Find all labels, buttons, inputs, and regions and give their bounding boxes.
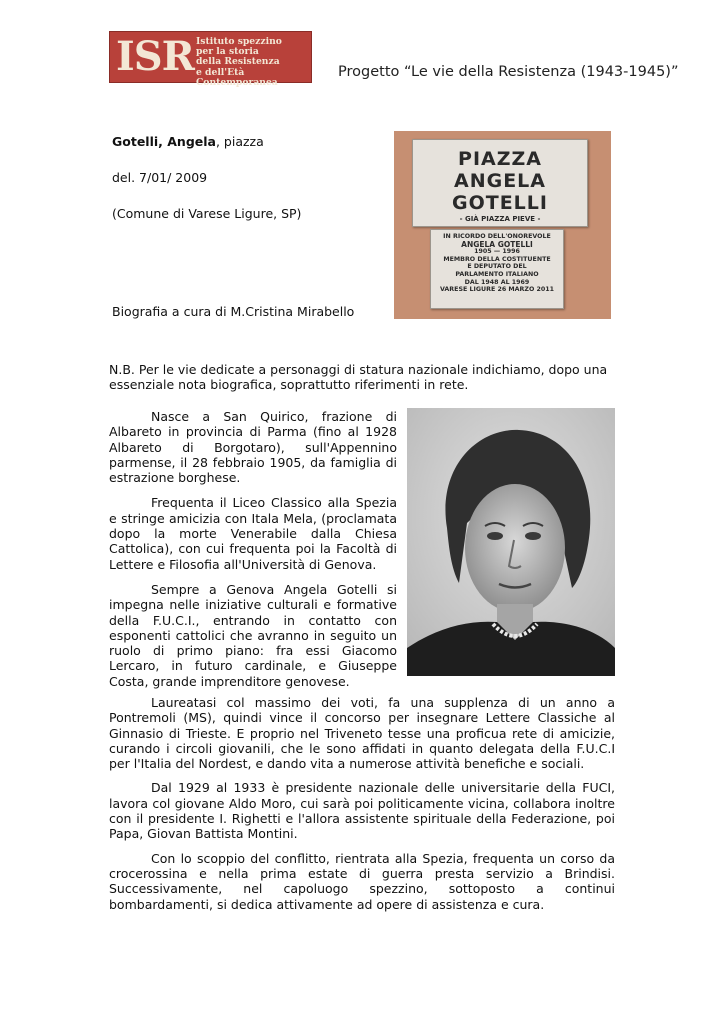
- portrait-photo: [407, 408, 615, 676]
- isr-logo: [109, 31, 312, 88]
- note-paragraph: N.B. Per le vie dedicate a personaggi di statura nazionale indichiamo, dopo una essenziale nota biografica, soprattutto riferimenti in rete.: [109, 362, 608, 393]
- plaque-line: MEMBRO DELLA COSTITUENTE: [443, 255, 551, 263]
- plaque-line: ANGELA GOTELLI: [461, 239, 533, 249]
- logo-line: Istituto spezzino: [196, 36, 282, 47]
- sign-line: PIAZZA: [458, 148, 542, 170]
- sign-line: ANGELA: [454, 170, 546, 192]
- logo-line: e dell'Età Contemporanea: [196, 66, 278, 88]
- plaque-line: IN RICORDO DELL'ONOREVOLE: [443, 233, 551, 240]
- logo-line: della Resistenza: [196, 56, 280, 68]
- project-title: Progetto “Le vie della Resistenza (1943-1945)”: [338, 64, 679, 80]
- plaque-line: 1905 — 1996: [474, 248, 520, 256]
- bio-paragraph: Sempre a Genova Angela Gotelli si impegna nelle iniziative culturali e formative della F.U.C.I., entrando in contatto con esponenti cattolici che avranno in seguito un ruolo di primo piano: fra essi Giacomo Lercaro, in futuro cardinale, e Giuseppe Costa, grande imprenditore genovese.: [109, 581, 397, 689]
- plaque-line: DAL 1948 AL 1969: [464, 278, 530, 286]
- street-type: , piazza: [215, 134, 264, 149]
- bio-paragraph: Laureatasi col massimo dei voti, fa una supplenza di un anno a Pontremoli (MS), quindi vince il concorso per insegnare Lettere Classiche al Ginnasio di Trieste. E proprio nel Triveneto tesse una proficua rete di amicizie, curando i circoli giovanili, che le sono affidati in quanto delegata della F.U.C.I per l'Italia del Nordest, e dando vita a numerose attività benefiche e sociali.: [109, 695, 615, 772]
- deliberation-date: del. 7/01/ 2009: [112, 170, 208, 185]
- bio-paragraph: Con lo scoppio del conflitto, rientrata alla Spezia, frequenta un corso da crocerossina e nella prima estate di guerra presta servizio a Brindisi. Successivamente, nel capoluogo spezzino, sottoposto a continui bombardamenti, si dedica attivamente ad opere di assistenza e cura.: [109, 850, 615, 912]
- bio-paragraph: Nasce a San Quirico, frazione di Albareto in provincia di Parma (fino al 1928 Albareto di Borgotaro), sull'Appennino parmense, il 28 febbraio 1905, da famiglia di estrazione borghese.: [109, 409, 397, 486]
- biography-author: Biografia a cura di M.Cristina Mirabello: [112, 304, 355, 319]
- memorial-plaque: [430, 229, 564, 309]
- logo-subtitle: [196, 37, 311, 88]
- street-plaque-photo: [394, 131, 611, 319]
- plaque-line: VARESE LIGURE 26 MARZO 2011: [439, 286, 555, 294]
- sign-line: GOTELLI: [452, 192, 548, 214]
- left-column: [109, 409, 397, 689]
- comune: (Comune di Varese Ligure, SP): [112, 206, 302, 221]
- street-name: [112, 134, 264, 149]
- logo-text: ISR: [116, 33, 194, 80]
- logo-line: per la storia: [196, 46, 259, 58]
- portrait-image: [407, 408, 615, 676]
- street-sign: [412, 139, 588, 227]
- plaque-line: E DEPUTATO DEL: [467, 263, 527, 271]
- bio-paragraph: Frequenta il Liceo Classico alla Spezia e stringe amicizia con Itala Mela, (proclamata dopo la morte Venerabile dalla Chiesa Cattolica), con cui frequenta poi la Facoltà di Lettere e Filosofia all'Università di Genova.: [109, 495, 397, 572]
- sign-subline: - GIÀ PIAZZA PIEVE -: [459, 215, 541, 223]
- full-width-text: [109, 695, 615, 912]
- plaque-line: PARLAMENTO ITALIANO: [455, 270, 539, 278]
- bio-paragraph: Dal 1929 al 1933 è presidente nazionale delle universitarie della FUCI, lavora col giovane Aldo Moro, cui sarà poi politicamente vicina, collabora inoltre con il presidente I. Righetti e l'allora assistente spirituale della Federazione, poi Papa, Giovan Battista Montini.: [109, 780, 615, 842]
- person-name: Gotelli, Angela: [112, 134, 216, 149]
